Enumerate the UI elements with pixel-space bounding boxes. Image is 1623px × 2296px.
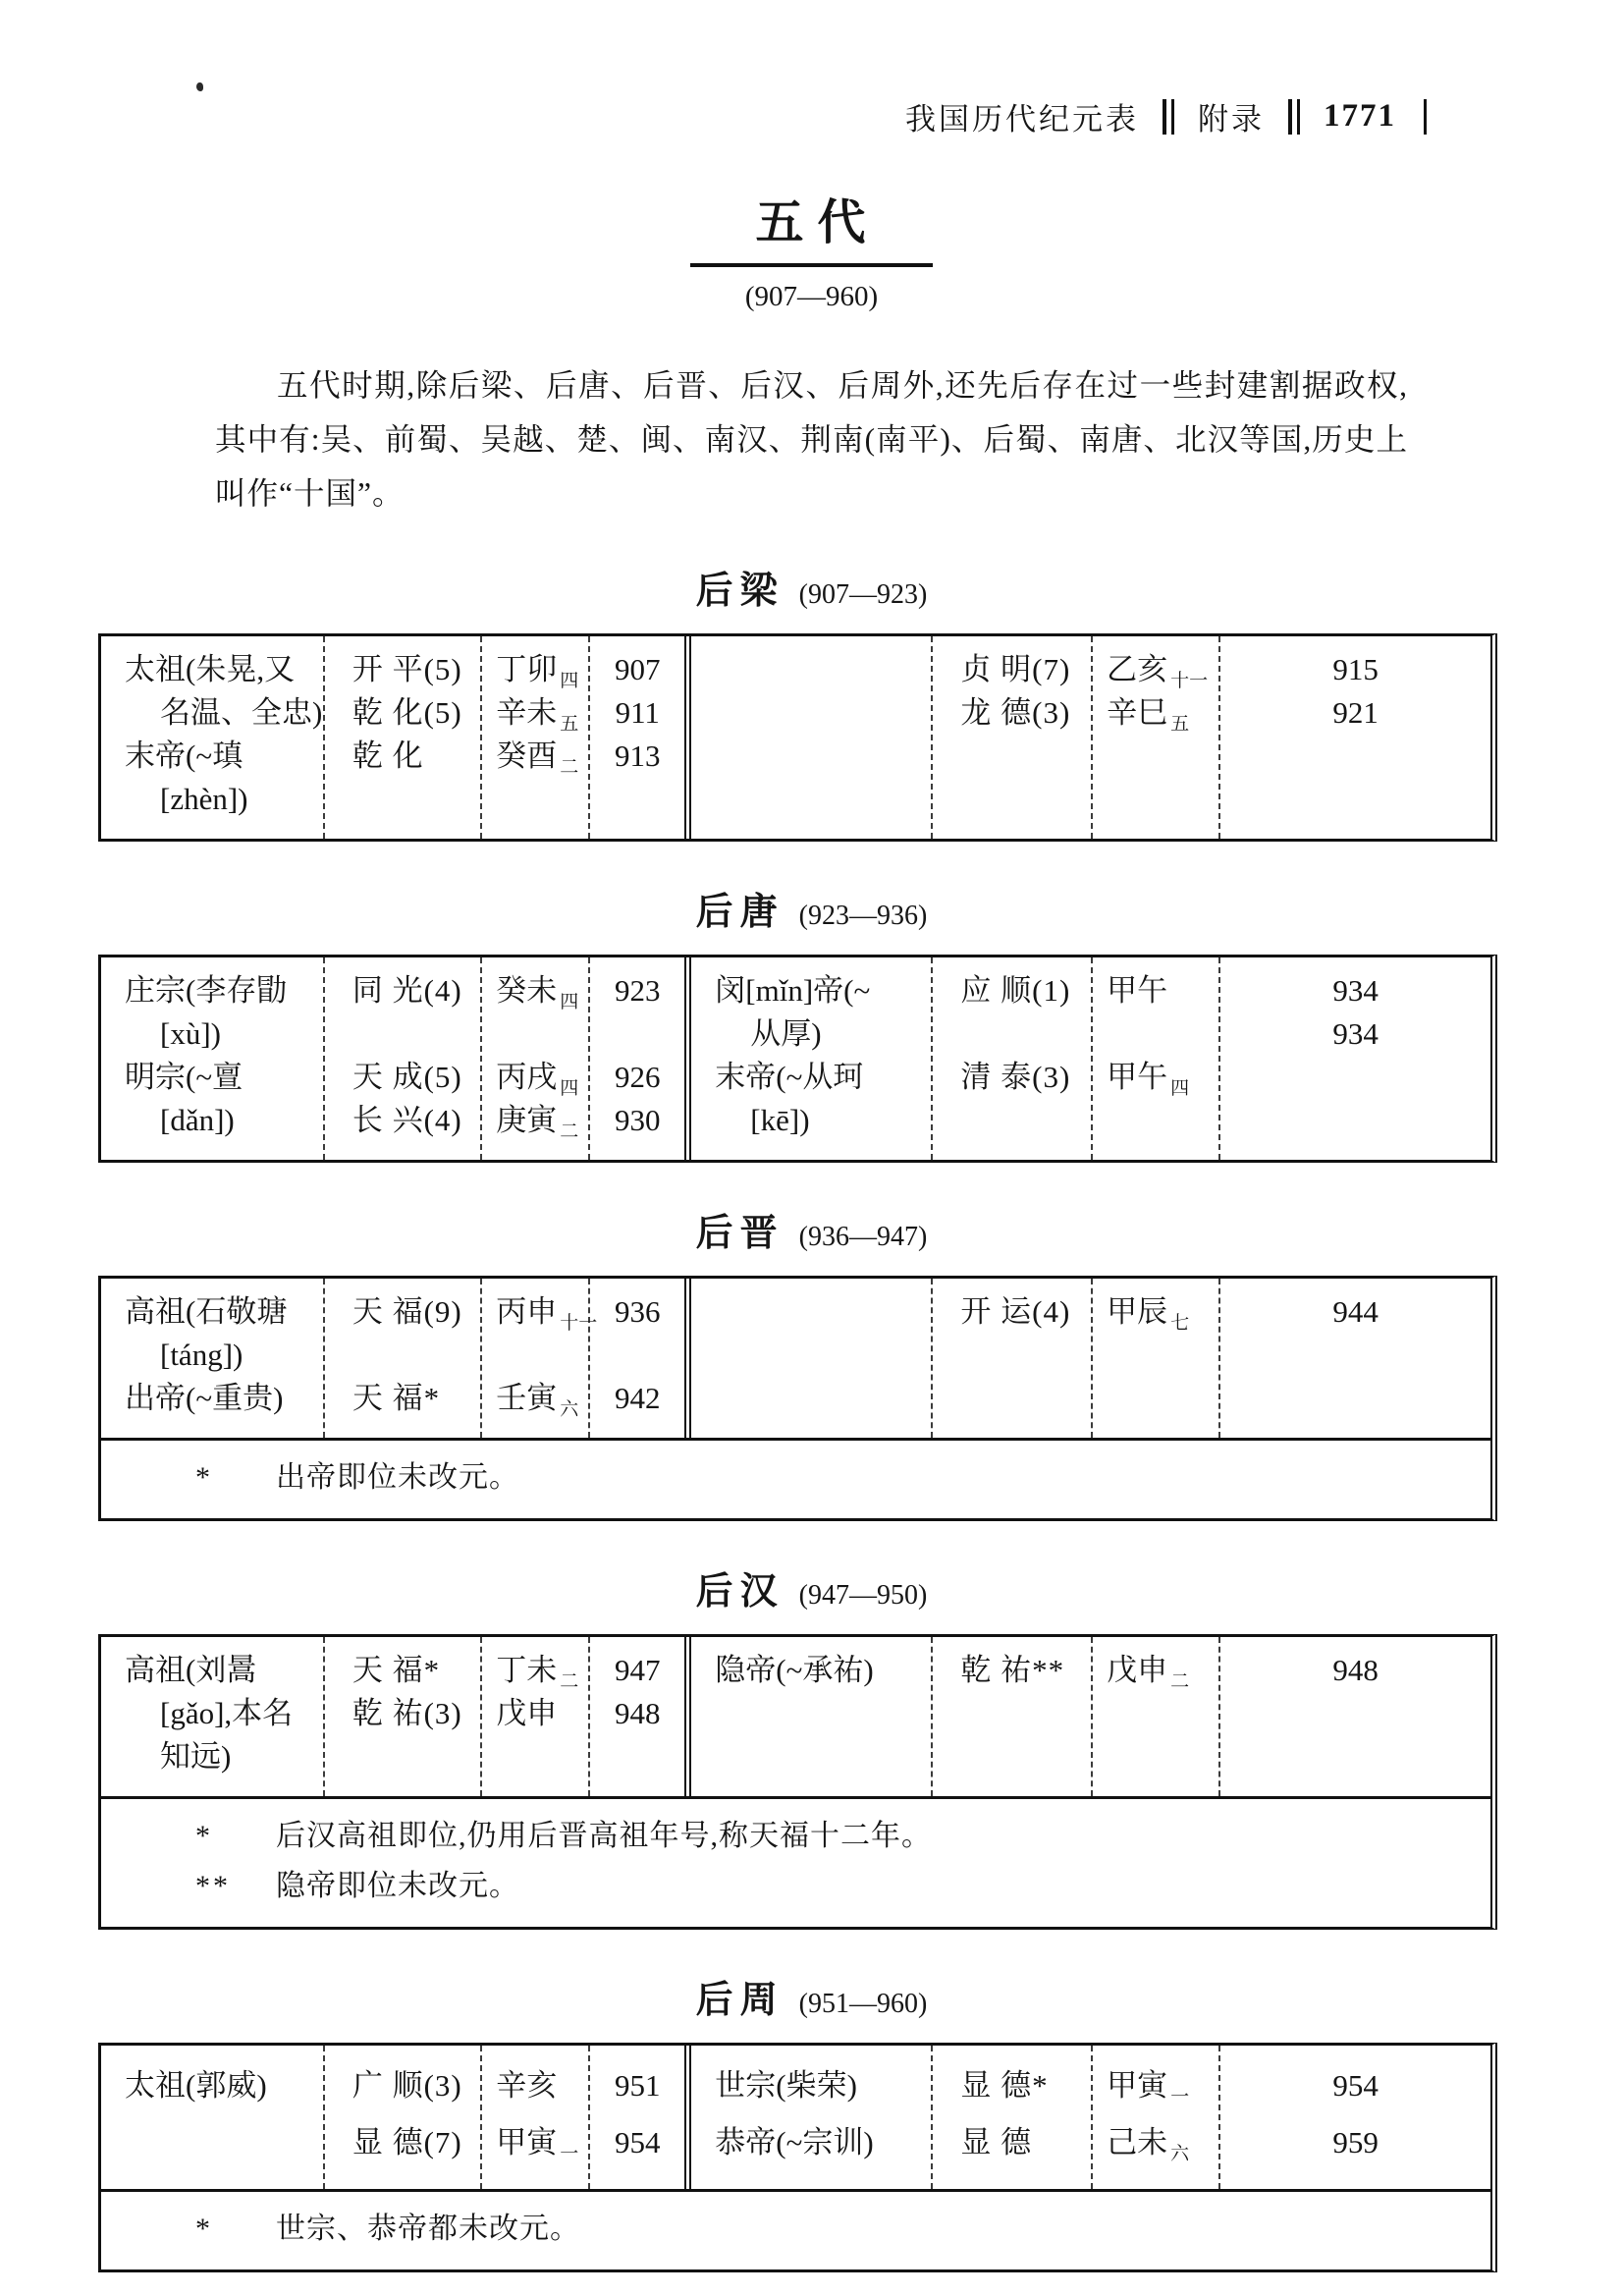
emperor-name: [kē])	[750, 1103, 810, 1138]
column-ganzhi-year	[480, 1279, 598, 1438]
emperor-name: 明宗(~亶	[125, 1060, 243, 1095]
western-year: 934	[1332, 1016, 1379, 1052]
western-year: 954	[1332, 2068, 1379, 2104]
era-name	[325, 1334, 480, 1377]
column-emperor-name	[101, 636, 323, 839]
right-half	[684, 2046, 1490, 2189]
ganzhi-year: 丙戌 $_四$	[496, 1060, 579, 1100]
page-title-years: (907—960)	[744, 281, 879, 312]
column-era-name	[931, 2046, 1091, 2189]
era-name: 天 福*	[352, 1381, 441, 1416]
column-western-year	[588, 1637, 684, 1796]
column-era-name	[323, 1637, 480, 1796]
month-subscript: 四	[1170, 1078, 1190, 1100]
column-emperor-name	[101, 2046, 323, 2189]
era-table-body	[101, 636, 1490, 839]
column-ganzhi-year	[480, 1637, 588, 1796]
column-era-name	[323, 957, 480, 1160]
month-subscript: 二	[560, 1671, 579, 1693]
column-emperor-name	[101, 1279, 323, 1438]
running-head	[905, 94, 1427, 138]
western-year	[590, 1334, 684, 1377]
scan-speck	[196, 82, 203, 91]
era-table	[98, 2043, 1497, 2272]
era-name: 天 成(5)	[352, 1060, 462, 1095]
month-subscript: 四	[560, 992, 579, 1013]
emperor-name: 从厚)	[750, 1016, 822, 1052]
left-half	[101, 2046, 684, 2189]
western-year: 926	[614, 1060, 661, 1095]
emperor-name: [xù])	[160, 1016, 221, 1052]
column-emperor-name	[691, 636, 931, 839]
western-year: 954	[614, 2125, 661, 2160]
intro-paragraph: 五代时期,除后梁、后唐、后晋、后汉、后周外,还先后存在过一些封建割据政权,其中有:吴、前蜀、吴越、楚、闽、南汉、荆南(南平)、后蜀、南唐、北汉等国,历史上叫作“十国”。	[215, 368, 1408, 512]
era-name: 广 顺(3)	[352, 2068, 462, 2104]
ganzhi-year: 甲午 $_四$	[1107, 1060, 1190, 1100]
emperor-name: 庄宗(李存勖	[125, 973, 288, 1009]
ganzhi-year	[482, 778, 588, 821]
ganzhi-year: 戊申 $_二$	[1107, 1653, 1190, 1693]
section-title: 后梁	[695, 571, 784, 613]
ganzhi-year: 辛巳 $_五$	[1107, 695, 1190, 736]
emperor-name: 末帝(~从珂	[715, 1060, 864, 1095]
month-subscript: 七	[1170, 1313, 1190, 1335]
running-head-section-label: 附录	[1198, 102, 1265, 137]
left-half	[101, 1279, 684, 1438]
dynasty-section	[0, 560, 1623, 842]
ganzhi-year: 甲寅 $_一$	[1107, 2068, 1190, 2108]
western-year: 944	[1332, 1294, 1379, 1330]
emperor-name: 恭帝(~宗训)	[715, 2125, 874, 2160]
era-name: 龙 德(3)	[960, 695, 1071, 731]
era-name: 同 光(4)	[352, 973, 462, 1009]
ganzhi-year	[482, 1012, 588, 1056]
western-year: 915	[1332, 652, 1379, 687]
western-year: 947	[614, 1653, 661, 1688]
emperor-name: 名温、全忠)	[160, 695, 323, 731]
era-name: 清 泰(3)	[960, 1060, 1071, 1095]
month-subscript: 五	[1170, 714, 1190, 736]
ganzhi-year: 乙亥 $_{十一}$	[1107, 652, 1209, 692]
emperor-name: [dǎn])	[160, 1103, 235, 1138]
emperor-name: 高祖(石敬瑭	[125, 1294, 288, 1330]
column-western-year	[588, 2046, 684, 2189]
table-footnotes	[101, 1438, 1490, 1518]
footnote-text: 后汉高祖即位,仍用后晋高祖年号,称天福十二年。	[276, 1820, 932, 1853]
western-year: 948	[1332, 1653, 1379, 1688]
dynasty-section	[0, 1969, 1623, 2272]
emperor-name	[691, 648, 931, 691]
emperor-name: 末帝(~瑱	[125, 738, 243, 774]
era-name: 显 德(7)	[352, 2125, 462, 2160]
column-western-year	[588, 1279, 684, 1438]
era-name: 乾 化	[352, 738, 424, 774]
column-western-year	[1218, 1279, 1490, 1438]
western-year: 921	[1332, 695, 1379, 731]
era-name: 乾 化(5)	[352, 695, 462, 731]
western-year: 930	[614, 1103, 661, 1138]
month-subscript: 四	[560, 671, 579, 692]
column-emperor-name	[101, 957, 323, 1160]
era-name: 显 德	[960, 2125, 1033, 2160]
column-emperor-name	[691, 1279, 931, 1438]
running-head-book-title: 我国历代纪元表	[905, 102, 1139, 137]
emperor-name: [táng])	[160, 1338, 243, 1373]
emperor-name	[691, 691, 931, 735]
ganzhi-year: 甲辰 $_七$	[1107, 1294, 1190, 1335]
column-era-name	[931, 1279, 1091, 1438]
section-title: 后汉	[695, 1571, 784, 1613]
footnote-text: 隐帝即位未改元。	[276, 1870, 519, 1903]
footnote-marker: **	[195, 1870, 231, 1903]
ganzhi-year	[1093, 1099, 1218, 1142]
ganzhi-year: 戊申	[496, 1696, 558, 1731]
ganzhi-year: 癸未 $_四$	[496, 973, 579, 1013]
page-title: 五代	[690, 185, 932, 267]
era-table	[98, 955, 1497, 1163]
section-years: (936—947)	[791, 1222, 928, 1253]
month-subscript: 六	[560, 1399, 579, 1421]
western-year: 907	[614, 652, 661, 687]
ganzhi-year: 甲寅 $_一$	[496, 2125, 579, 2165]
ganzhi-year: 丙申 $_{十一}$	[496, 1294, 598, 1335]
section-title: 后周	[695, 1980, 784, 2022]
column-western-year	[1218, 1637, 1490, 1796]
table-footnote	[195, 1452, 1471, 1503]
dynasty-section	[0, 881, 1623, 1163]
column-ganzhi-year	[1091, 2046, 1218, 2189]
column-era-name	[323, 1279, 480, 1438]
era-name: 显 德*	[960, 2068, 1049, 2104]
ganzhi-year: 壬寅 $_六$	[496, 1381, 579, 1421]
western-year: 911	[615, 695, 660, 731]
column-ganzhi-year	[1091, 1637, 1218, 1796]
table-footnotes	[101, 1796, 1490, 1927]
section-heading	[0, 1969, 1623, 2023]
western-year	[590, 1735, 684, 1778]
era-table	[98, 1634, 1497, 1930]
right-half	[684, 1279, 1490, 1438]
section-years: (923—936)	[791, 901, 928, 932]
western-year: 923	[614, 973, 661, 1009]
era-table	[98, 1276, 1497, 1521]
western-year: 934	[1332, 973, 1379, 1009]
column-era-name	[323, 2046, 480, 2189]
era-table-body	[101, 1637, 1490, 1796]
column-western-year	[1218, 957, 1490, 1160]
column-ganzhi-year	[480, 2046, 588, 2189]
month-subscript: 二	[1170, 1671, 1190, 1693]
footnote-text: 世宗、恭帝都未改元。	[276, 2213, 580, 2246]
footnote-marker: *	[195, 1820, 213, 1853]
column-emperor-name	[691, 1637, 931, 1796]
western-year: 951	[614, 2068, 661, 2104]
emperor-name: 太祖(郭威)	[125, 2068, 267, 2104]
column-ganzhi-year	[1091, 636, 1218, 839]
double-rule-separator	[1163, 99, 1174, 135]
month-subscript: 五	[560, 714, 579, 736]
month-subscript: 二	[560, 1121, 579, 1143]
right-half	[684, 957, 1490, 1160]
column-western-year	[588, 957, 684, 1160]
emperor-name: 世宗(柴荣)	[715, 2068, 857, 2104]
era-name	[933, 1012, 1091, 1056]
section-heading	[0, 560, 1623, 614]
era-table-body	[101, 1279, 1490, 1438]
left-half	[101, 1637, 684, 1796]
era-name	[325, 1012, 480, 1056]
section-years: (947—950)	[791, 1580, 928, 1612]
western-year	[1220, 1099, 1490, 1142]
month-subscript: 一	[560, 2144, 579, 2165]
month-subscript: 四	[560, 1078, 579, 1100]
month-subscript: 六	[1170, 2144, 1190, 2165]
era-name: 开 平(5)	[352, 652, 462, 687]
era-table-body	[101, 2046, 1490, 2189]
column-ganzhi-year	[1091, 1279, 1218, 1438]
column-era-name	[931, 636, 1091, 839]
column-western-year	[1218, 2046, 1490, 2189]
ganzhi-year: 辛亥	[496, 2068, 558, 2104]
ganzhi-year	[1093, 1012, 1218, 1056]
dynasty-section	[0, 1202, 1623, 1521]
emperor-name: 闵[mǐn]帝(~	[715, 973, 871, 1009]
section-title: 后唐	[695, 892, 784, 934]
page-number: 1771	[1324, 98, 1396, 134]
right-half	[684, 636, 1490, 839]
emperor-name	[101, 2114, 323, 2171]
month-subscript: 二	[560, 757, 579, 779]
western-year	[590, 1012, 684, 1056]
single-rule-separator	[1424, 99, 1427, 135]
era-name: 长 兴(4)	[352, 1103, 462, 1138]
table-footnote	[195, 1811, 1471, 1861]
section-heading	[0, 1560, 1623, 1614]
era-name	[325, 1735, 480, 1778]
ganzhi-year: 辛未 $_五$	[496, 695, 579, 736]
ganzhi-year: 癸酉 $_二$	[496, 738, 579, 779]
emperor-name: 太祖(朱晃,又	[125, 652, 296, 687]
column-emperor-name	[101, 1637, 323, 1796]
era-name: 乾 祐(3)	[352, 1696, 462, 1731]
column-ganzhi-year	[1091, 957, 1218, 1160]
ganzhi-year: 丁卯 $_四$	[496, 652, 579, 692]
footnote-marker: *	[195, 1461, 213, 1495]
era-name: 乾 祐**	[960, 1653, 1065, 1688]
ganzhi-year: 甲午	[1107, 973, 1168, 1009]
western-year: 936	[614, 1294, 661, 1330]
column-era-name	[323, 636, 480, 839]
western-year: 942	[614, 1381, 661, 1416]
western-year: 948	[614, 1696, 661, 1731]
section-years: (907—923)	[791, 579, 928, 611]
era-table-body	[101, 957, 1490, 1160]
sections	[0, 560, 1623, 2272]
section-title: 后晋	[695, 1213, 784, 1255]
ganzhi-year	[482, 1334, 588, 1377]
left-half	[101, 957, 684, 1160]
era-name	[933, 1099, 1091, 1142]
section-years: (951—960)	[791, 1989, 928, 2020]
emperor-name: [zhèn])	[160, 782, 248, 817]
month-subscript: 一	[1170, 2087, 1190, 2108]
era-name: 贞 明(7)	[960, 652, 1071, 687]
emperor-name: 知远)	[160, 1739, 232, 1775]
month-subscript: 十一	[1170, 671, 1209, 692]
emperor-name: 高祖(刘暠	[125, 1653, 257, 1688]
column-ganzhi-year	[480, 957, 588, 1160]
dynasty-section	[0, 1560, 1623, 1930]
column-emperor-name	[691, 957, 931, 1160]
emperor-name: [gǎo],本名	[160, 1696, 294, 1731]
western-year: 913	[614, 738, 661, 774]
footnote-text: 出帝即位未改元。	[276, 1461, 519, 1495]
era-name: 开 运(4)	[960, 1294, 1071, 1330]
left-half	[101, 636, 684, 839]
column-western-year	[1218, 636, 1490, 839]
table-footnote	[195, 2204, 1471, 2254]
right-half	[684, 1637, 1490, 1796]
emperor-name: 隐帝(~承祐)	[715, 1653, 874, 1688]
era-table	[98, 633, 1497, 842]
era-name: 应 顺(1)	[960, 973, 1071, 1009]
table-footnotes	[101, 2189, 1490, 2269]
western-year: 959	[1332, 2125, 1379, 2160]
footnote-marker: *	[195, 2213, 213, 2246]
ganzhi-year	[482, 1735, 588, 1778]
emperor-name	[691, 1290, 931, 1334]
column-western-year	[588, 636, 684, 839]
ganzhi-year: 丁未 $_二$	[496, 1653, 579, 1693]
column-era-name	[931, 1637, 1091, 1796]
ganzhi-year: 庚寅 $_二$	[496, 1103, 579, 1143]
era-name	[325, 778, 480, 821]
title-block	[0, 0, 1623, 313]
section-heading	[0, 1202, 1623, 1256]
western-year	[1220, 1056, 1490, 1099]
column-era-name	[931, 957, 1091, 1160]
emperor-name: 出帝(~重贵)	[125, 1381, 284, 1416]
column-ganzhi-year	[480, 636, 588, 839]
month-subscript: 十一	[560, 1313, 598, 1335]
column-emperor-name	[691, 2046, 931, 2189]
double-rule-separator	[1288, 99, 1300, 135]
era-name: 天 福(9)	[352, 1294, 462, 1330]
table-footnote	[195, 1861, 1471, 1911]
western-year	[590, 778, 684, 821]
section-heading	[0, 881, 1623, 935]
era-name: 天 福*	[352, 1653, 441, 1688]
ganzhi-year: 己未 $_六$	[1107, 2125, 1190, 2165]
